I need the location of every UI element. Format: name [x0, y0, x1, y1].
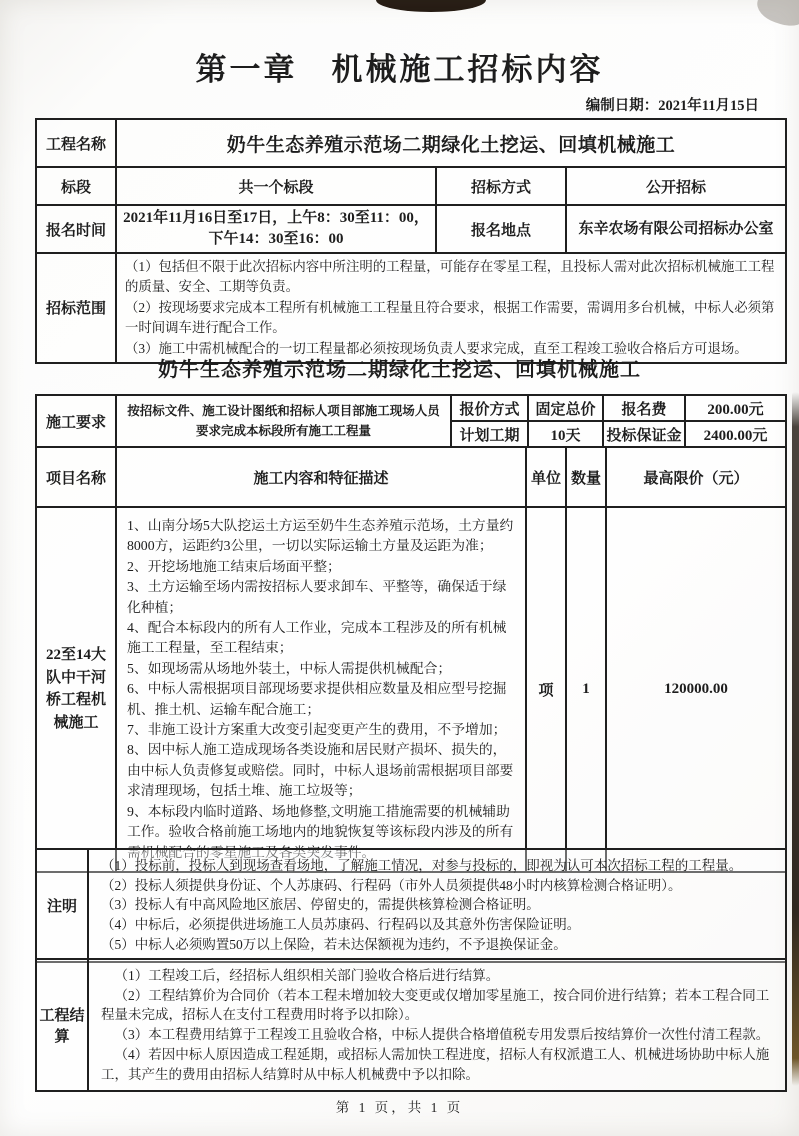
table-row: [36, 119, 786, 167]
item-quantity: 1: [566, 507, 606, 872]
note-item: （3）投标人有中高风险地区旅居、停留史的，需提供核算检测合格证明。: [101, 897, 540, 913]
page-number: 第 1 页，共 1 页: [335, 1100, 464, 1115]
table-header-row: [36, 447, 786, 507]
section-label: 标段: [36, 167, 116, 205]
section-value: 共一个标段: [116, 167, 436, 205]
scope-value: [116, 253, 786, 363]
table-row: [36, 959, 786, 1091]
deposit-label: 投标保证金: [603, 421, 685, 447]
table-row: [36, 507, 786, 872]
scope-label: 招标范围: [36, 253, 116, 363]
duration-value: 10天: [528, 421, 603, 447]
fee-label: 报名费: [603, 395, 685, 421]
settlement-box: [35, 958, 787, 1092]
page-title: 第一章 机械施工招标内容: [195, 52, 604, 87]
compile-date: 编制日期：2021年11月15日: [585, 98, 759, 114]
description-line: 5、如现场需从场地外装土，中标人需提供机械配合；: [127, 660, 452, 676]
settlement-item: （3）本工程费用结算于工程竣工且验收合格，中标人提供合格增值税专用发票后按结算价一次性付清工程款。: [114, 1027, 770, 1043]
description-line: 3、土方运输至场内需按招标人要求卸车、平整等，确保适于绿化种植；: [127, 579, 507, 615]
settlement-item: （1）工程竣工后，经招标人组织相关部门验收合格后进行结算。: [114, 968, 500, 983]
scope-item: （3）施工中需机械配合的一切工程量都必须按现场负责人要求完成，直至工程竣工验收合格后方可退场。: [125, 340, 748, 356]
item-max-price: 120000.00: [606, 507, 786, 872]
item-description: [116, 507, 526, 872]
col-header-name: 项目名称: [36, 447, 116, 507]
item-unit: 项: [526, 507, 566, 872]
notes-label: 注明: [36, 849, 88, 962]
requirements-table: [35, 394, 787, 448]
description-line: 8、因中标人施工造成现场各类设施和居民财产损坏、损失的，由中标人负责修复或赔偿。同时，中标人退场前需根据项目部要求清理现场，包括土堆、施工垃圾等；: [127, 742, 514, 799]
fee-value: 200.00元: [685, 395, 786, 421]
settlement-content: [88, 959, 786, 1091]
bid-method-label: 招标方式: [436, 167, 566, 205]
note-item: （1）投标前，投标人到现场查看场地，了解施工情况，对参与投标的，即视为认可本次招标工程的工程量。: [101, 858, 743, 873]
scan-shadow-right-edge: [792, 392, 799, 1086]
table-row: [36, 395, 786, 421]
quote-method-label: 报价方式: [451, 395, 528, 421]
deposit-value: 2400.00元: [685, 421, 786, 447]
scan-artifact-top-icon: [376, 0, 486, 12]
description-line: 9、本标段内临时道路、场地修整,文明施工措施需要的机械辅助工作。验收合格前施工场地内的地貌恢复等该标段内涉及的所有需机械配合的零星施工及各类突发事件。: [127, 803, 514, 860]
scan-artifact-corner-icon: [753, 0, 799, 31]
table-row: [36, 167, 786, 205]
settlement-item: （4）若因中标人原因造成工程延期，或招标人需加快工程进度，招标人有权派遣工人、机械进场协助中标人施工，其产生的费用由招标人结算时从中标人机械费中予以扣除。: [101, 1046, 770, 1082]
description-line: 2、开挖场地施工结束后场面平整；: [127, 558, 341, 574]
signup-time-value: 2021年11月16日至17日，上午8：30至11：00，下午14：30至16：00: [116, 205, 436, 253]
settlement-label: 工程结算: [36, 959, 88, 1091]
signup-time-label: 报名时间: [36, 205, 116, 253]
item-table: [35, 446, 787, 873]
signup-place-label: 报名地点: [436, 205, 566, 253]
col-header-quantity: 数量: [566, 447, 606, 507]
quote-method-value: 固定总价: [528, 395, 603, 421]
description-line: 6、中标人需根据项目部现场要求提供相应数量及相应型号挖掘机、推土机、运输车配合施工；: [127, 681, 507, 717]
col-header-unit: 单位: [526, 447, 566, 507]
table-row: [36, 205, 786, 253]
description-line: 4、配合本标段内的所有人工作业，完成本工程涉及的所有机械施工工程量，至工程结束；: [127, 620, 507, 656]
info-table: [35, 118, 787, 364]
signup-place-value: 东辛农场有限公司招标办公室: [566, 205, 786, 253]
construction-req-label: 施工要求: [36, 395, 116, 447]
notes-content: [88, 849, 786, 962]
note-item: （4）中标后，必须提供进场施工人员苏康码、行程码以及其意外伤害保险证明。: [101, 917, 581, 933]
description-line: 1、山南分场5大队挖运土方运至奶牛生态养殖示范场，土方量约8000方，运距约3公里，一切以实际运输土方量及运距为准；: [127, 518, 514, 554]
scope-item: （2）按现场要求完成本工程所有机械施工工程量且符合要求，根据工作需要，需调用多台机械，中标人必须第一时间调车进行配合工作。: [125, 299, 775, 336]
description-line: 7、非施工设计方案重大改变引起变更产生的费用，不予增加；: [127, 722, 507, 738]
construction-req-value: 按招标文件、施工设计图纸和招标人项目部施工现场人员要求完成本标段所有施工工程量: [116, 395, 451, 447]
project-name-value: 奶牛生态养殖示范场二期绿化土挖运、回填机械施工: [116, 119, 786, 167]
note-item: （2）投标人须提供身份证、个人苏康码、行程码（市外人员须提供48小时内核算检测合格证明）。: [101, 877, 682, 893]
duration-label: 计划工期: [451, 421, 528, 447]
table-row: [36, 849, 786, 962]
settlement-item: （2）工程结算价为合同价（若本工程未增加较大变更或仅增加零星施工，按合同价进行结算；若本工程合同工程量未完成，招标人在支付工程费用时将予以扣除）。: [101, 987, 770, 1023]
project-name-label: 工程名称: [36, 119, 116, 167]
item-name: 22至14大队中干河桥工程机械施工: [36, 507, 116, 872]
section-subtitle: 奶牛生态养殖示范场二期绿化土挖运、回填机械施工: [158, 359, 641, 381]
col-header-description: 施工内容和特征描述: [116, 447, 526, 507]
col-header-max-price: 最高限价（元）: [606, 447, 786, 507]
bid-method-value: 公开招标: [566, 167, 786, 205]
scope-item: （1）包括但不限于此次招标内容中所注明的工程量，可能存在零星工程，且投标人需对此次招标机械施工工程的质量、安全、工期等负责。: [125, 259, 775, 295]
table-row: [36, 253, 786, 363]
notes-box: [35, 848, 787, 963]
note-item: （5）中标人必须购置50万以上保险，若未达保额视为违约，不予退换保证金。: [101, 936, 567, 952]
